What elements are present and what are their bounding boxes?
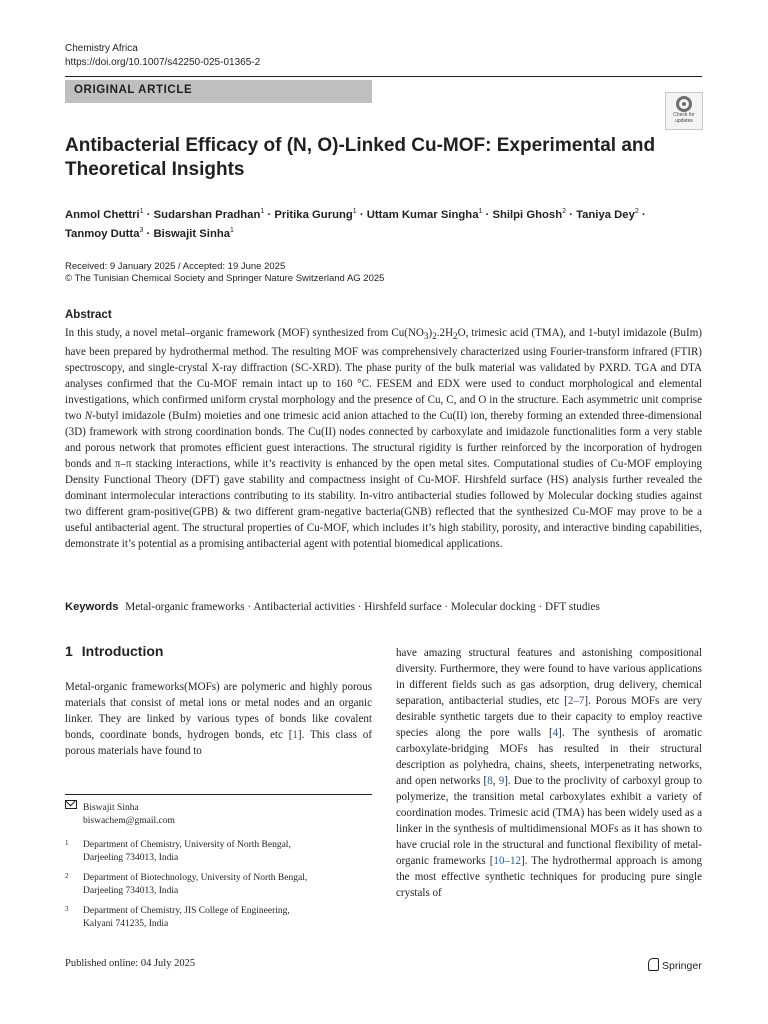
- author-name[interactable]: Uttam Kumar Singha: [366, 208, 479, 221]
- affiliation-number: 1: [65, 839, 69, 847]
- abstract-sub: 3: [423, 331, 429, 342]
- intro-left-column: [65, 679, 372, 759]
- body-text: ,: [492, 775, 499, 787]
- affiliation: [65, 905, 365, 931]
- affiliation: [65, 839, 365, 865]
- published-online: Published online: 04 July 2025: [65, 958, 196, 969]
- abstract-part: In this study, a novel metal–organic framework (MOF) synthesized from Cu(NO: [65, 327, 424, 339]
- affiliation-line: Department of Biotechnology, University of North Bengal,: [83, 873, 308, 883]
- citation-link[interactable]: 4: [552, 727, 559, 739]
- check-badge-line1: Check for: [673, 112, 695, 118]
- author-name[interactable]: Sudarshan Pradhan: [153, 208, 261, 221]
- publisher-logo: [648, 958, 702, 972]
- abstract-italic: N: [84, 410, 93, 423]
- envelope-icon: [65, 800, 77, 809]
- author-aff: 3: [139, 226, 144, 234]
- body-text: ]. Porous MOFs are very desirable synthetic targets due to their capacity to employ reactive species along the pore walls [: [396, 695, 702, 739]
- article-dates: [65, 261, 384, 285]
- body-text: ]. This class of porous materials have found to: [65, 729, 372, 757]
- abstract-part: .2H: [436, 327, 454, 339]
- abstract-heading: Abstract: [65, 309, 112, 321]
- author-aff: 1: [478, 208, 483, 215]
- footnote-rule: [65, 794, 372, 795]
- author-name[interactable]: Anmol Chettri: [65, 208, 140, 221]
- journal-name: Chemistry Africa: [65, 43, 138, 54]
- copyright-line: © The Tunisian Chemical Society and Springer Nature Switzerland AG 2025: [65, 273, 385, 284]
- abstract-sub: 2: [432, 331, 437, 342]
- springer-horse-icon: [648, 958, 659, 971]
- affiliation-line: Department of Chemistry, University of North Bengal,: [83, 840, 291, 850]
- body-text: Metal-organic frameworks(MOFs) are polymeric and highly porous materials that consist of metal ions or metal nodes and an organic linker. They are linked by various types of bonds like covalent bonds, coordinate bonds, hydrogen bonds, etc [: [65, 681, 372, 741]
- abstract-part: ): [428, 327, 433, 339]
- citation-link[interactable]: 1: [292, 729, 298, 741]
- publisher-name: Springer: [662, 960, 702, 972]
- citation-link[interactable]: 10–12: [493, 855, 522, 867]
- journal-header: [65, 42, 260, 70]
- abstract-part: -butyl imidazole (BuIm) moieties and one trimesic acid anion attached to the Cu(II) ion, thereby forming an extended three-dimensional (3D) framework with strong coordination bonds. The Cu(II) nodes connected by carboxylate and imidazole functionalities form a very stable and porous network that promotes efficient guest interactions. The structural rigidity is further reinforced by the incorporation of hydrogen bonds and π–π stacking interactions, while it’s reactivity is enhanced by the open metal sites. Computational studies of Cu-MOF employing Density Functional Theory (DFT) gave stability and compactness insight of Cu-MOF. Hirshfeld surface (HS) analysis further revealed the dominant intermolecular interactions contributing to its stability. In-vitro antibacterial studies followed by Molecular docking studies against two different gram-positive(GPB) & two different gram-negative bacteria(GNB) reflected that the synthesized Cu-MOF may prove to be a useful antibacterial agent. The structural properties of Cu-MOF, which includes it’s high stability, porosity, and interactive binding capabilities, demonstrate it’s potential as a promising antibacterial agent with potential biomedical applications.: [65, 410, 702, 551]
- abstract-part: O, trimesic acid (TMA), and 1-butyl imidazole (BuIm) have been prepared by hydrothermal method. The resulting MOF was comprehensively characterized using Fourier-transform infrared (FTIR) spectroscopy, and single-crystal X-ray diffraction (SC-XRD). The phase purity of the bulk material was validated by PXRD. TGA and DTA analyses confirmed that the Cu-MOF remain intact up to 160 °C. FESEM and EDX were used to conduct morphological and elemental investigations, which confirmed uniform crystal morphology and the presence of Cu, C, and O in the structure. Each asymmetric unit comprise two: [65, 327, 702, 423]
- body-text: ]. The synthesis of aromatic carboxylate-bridging MOFs has resulted in their structural description as polyhedra, chains, sheets, interpenetrating networks, and open networks [: [396, 727, 702, 787]
- header-rule: [65, 76, 702, 77]
- article-title: Antibacterial Efficacy of (N, O)-Linked Cu-MOF: Experimental and Theoretical Insights: [65, 135, 656, 180]
- received-accepted: Received: 9 January 2025 / Accepted: 19 June 2025: [65, 261, 286, 272]
- affiliation-line: Kalyani 741235, India: [83, 919, 169, 929]
- body-text: have amazing structural features and astonishing compositional diversity. Furthermore, they were found to have various applications in different fields such as gas adsorption, drug delivery, chemical separation, antibacterial studies, etc [: [396, 647, 702, 707]
- citation-link[interactable]: 2–7: [567, 695, 585, 707]
- keywords-list: Metal-organic frameworks · Antibacterial activities · Hirshfeld surface · Molecular docking · DFT studies: [125, 601, 600, 613]
- affiliation-number: 3: [65, 905, 69, 913]
- author-name[interactable]: Pritika Gurung: [274, 208, 353, 221]
- affiliation-line: Department of Chemistry, JIS College of Engineering,: [83, 906, 290, 916]
- section-title: Introduction: [81, 643, 164, 659]
- abstract-sub: 2: [453, 331, 458, 342]
- intro-right-column: [396, 645, 702, 901]
- check-for-updates-badge[interactable]: [665, 92, 703, 130]
- author-name[interactable]: Tanmoy Dutta: [65, 227, 140, 240]
- author-aff: 1: [352, 208, 357, 215]
- article-type-band: [65, 80, 372, 103]
- affiliation-line: Darjeeling 734013, India: [83, 853, 179, 863]
- author-name[interactable]: Biswajit Sinha: [153, 227, 231, 240]
- abstract-text: [65, 325, 702, 552]
- section-number: 1: [65, 643, 73, 659]
- affiliation: [65, 872, 365, 898]
- corresponding-author: Biswajit Sinha: [83, 803, 139, 813]
- author-aff: 1: [230, 226, 234, 234]
- affiliation-number: 2: [65, 872, 69, 880]
- doi-link[interactable]: https://doi.org/10.1007/s42250-025-01365-2: [65, 57, 261, 68]
- check-for-updates-icon: [676, 96, 692, 112]
- author-aff: 1: [260, 208, 265, 215]
- author-list: Anmol Chettri$^1$ · Sudarshan Pradhan$^1$ · Pritika Gurung$^1$ · Uttam Kumar Singha$^1$ · Shilpi Ghosh$^2$ · Taniya Dey$^2$ · Tanmoy Dutta$^3$ · Biswajit Sinha$^1$: [65, 208, 646, 240]
- citation-link[interactable]: 8: [487, 775, 493, 787]
- section-heading: [65, 643, 163, 659]
- author-aff: 2: [562, 208, 567, 215]
- keywords: [65, 600, 705, 614]
- corresponding-email[interactable]: biswachem@gmail.com: [83, 816, 175, 826]
- article-type: ORIGINAL ARTICLE: [74, 84, 193, 96]
- author-aff: 2: [634, 208, 639, 215]
- correspondence: [65, 800, 175, 828]
- affiliation-line: Darjeeling 734013, India: [83, 886, 179, 896]
- citation-link[interactable]: 9: [498, 775, 505, 787]
- keywords-heading: Keywords: [65, 601, 119, 613]
- body-text: ]. Due to the proclivity of carboxyl group to polymerize, the transition metal carboxylates exhibit a variety of coordination modes. Trimesic acid (TMA) has been widely used as a linker in the synthesis of multidimensional MOFs as it has shown to have crucial role in the structural and functional flexibility of metal-organic frameworks [: [396, 775, 702, 867]
- check-badge-line2: updates: [675, 118, 693, 124]
- body-text: ]. The hydrothermal approach is among the most effective synthetic techniques for producing pure single crystals of: [396, 855, 703, 899]
- author-aff: 1: [139, 208, 144, 215]
- author-name[interactable]: Taniya Dey: [576, 208, 635, 221]
- author-name[interactable]: Shilpi Ghosh: [492, 208, 563, 221]
